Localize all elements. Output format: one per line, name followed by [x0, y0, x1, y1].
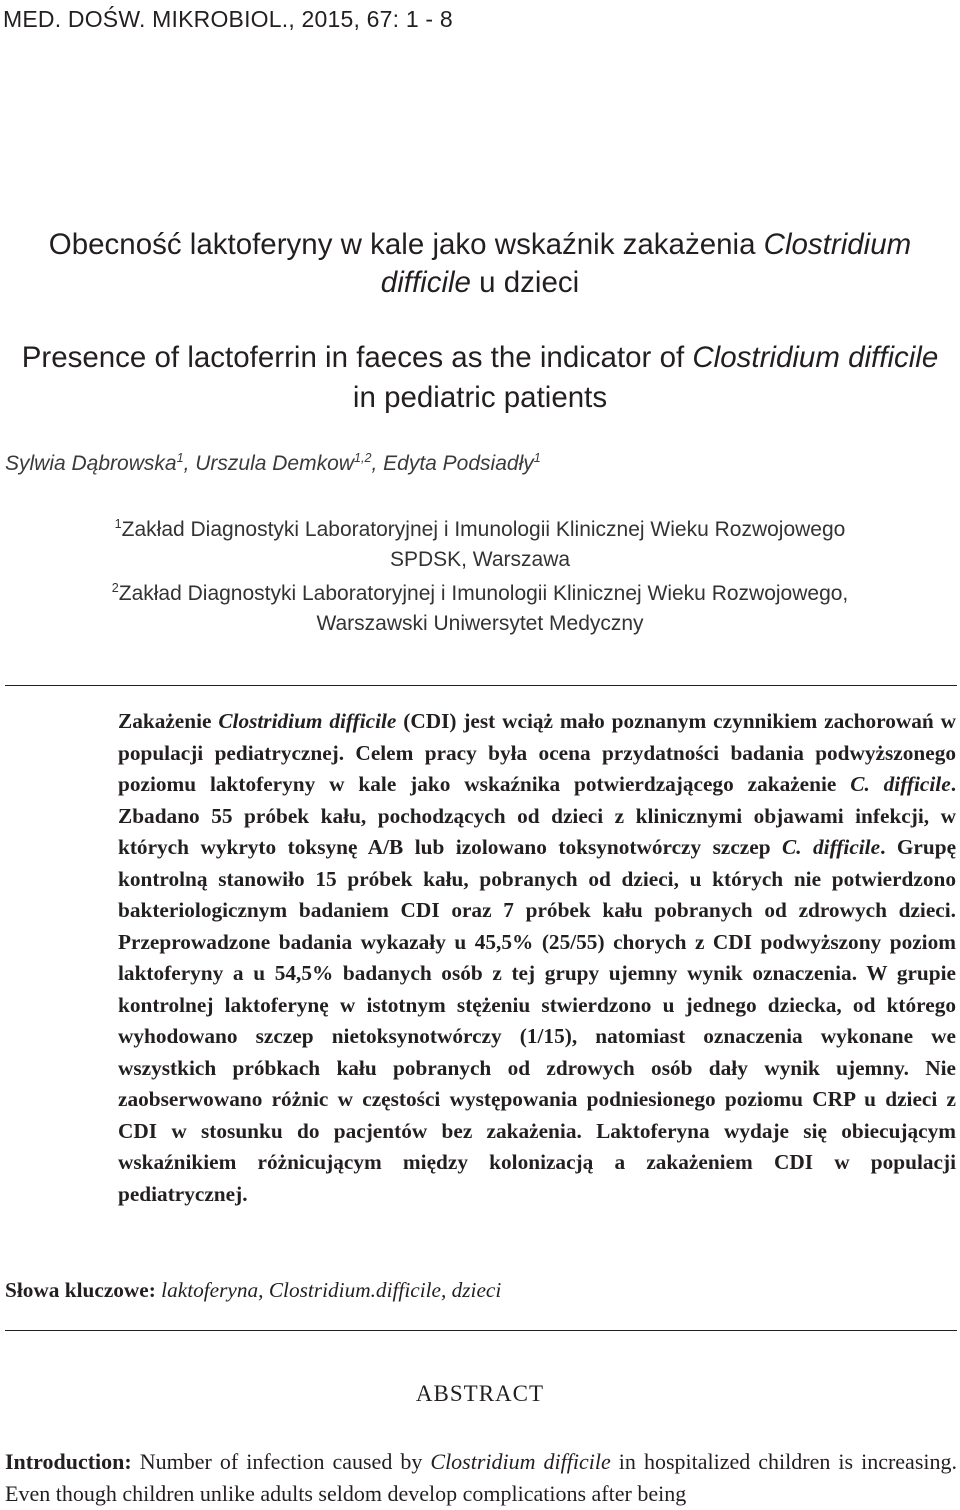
title-en-italic: Clostridium difficile: [692, 341, 939, 374]
affiliation-sup: 1: [114, 517, 122, 531]
author-list: Sylwia Dąbrowska$^1$, Urszula Demkow$^{1,2}$, Edyta Podsiadły$^1$: [5, 451, 541, 475]
author-name: Edyta Podsiadły: [383, 452, 534, 475]
intro-text: in hospitalized children is increasing. Even though children unlike adults seldom develop complications after being: [5, 1449, 957, 1506]
keywords: [5, 1278, 501, 1303]
journal-citation: MED. DOŚW. MIKROBIOL., 2015, 67: 1 - 8: [3, 6, 453, 32]
affiliation-line: Warszawski Uniwersytet Medyczny: [316, 612, 644, 635]
abstract-text: . Grupę kontrolną stanowiło 15 próbek kału, pobranych od dzieci, u których nie potwierdzono bakteriologicznym badaniem CDI oraz 7 próbek kału pobranych od zdrowych dzieci. Przeprowadzone badania wykazały u 45,5% (25/55) chorych z CDI podwyższony poziom laktoferyny a u 54,5% badanych osób z tej grupy ujemny wynik oznaczenia. W grupie kontrolnej laktoferynę w istotnym stężeniu stwierdzono u jednego dziecka, od którego wyhodowano szczep nietoksynotwórczy (1/15), natomiast oznaczenia wykonane we wszystkich próbkach kału pobranych od zdrowych osób dały wynik ujemny. Nie zaobserwowano różnic w częstości występowania podniesionego poziomu CRP u dzieci z CDI w stosunku do pacjentów bez zakażenia. Laktoferyna wydaje się obiecującym wskaźnikiem różnicującym między kolonizacją a zakażeniem CDI w populacji pediatrycznej.: [118, 835, 957, 1206]
title-en-text-2: in pediatric patients: [352, 381, 608, 414]
introduction: [5, 1446, 957, 1510]
affiliation-line: Zakład Diagnostyki Laboratoryjnej i Imunologii Klinicznej Wieku Rozwojowego,: [118, 582, 849, 605]
divider-bottom: [5, 1330, 957, 1331]
title-en-text: Presence of lactoferrin in faeces as the indicator of: [21, 341, 693, 374]
intro-italic: Clostridium difficile: [430, 1449, 611, 1474]
affiliation-line: SPDSK, Warszawa: [389, 548, 571, 571]
abstract-italic: C. difficile: [850, 772, 951, 796]
title-polish: [0, 226, 960, 302]
intro-label: Introduction:: [5, 1449, 132, 1474]
abstract-text: Zakażenie: [118, 709, 219, 733]
abstract-italic: Clostridium difficile: [218, 709, 397, 733]
affiliation-2: [0, 579, 960, 639]
title-pl-italic-2: difficile: [380, 266, 471, 299]
title-pl-text-2: u dzieci: [470, 266, 580, 299]
author-name: Sylwia Dąbrowska: [5, 452, 177, 475]
author-name: Urszula Demkow: [195, 452, 354, 475]
affiliation-sup: 2: [111, 581, 119, 595]
abstract-italic: C. difficile: [782, 835, 881, 859]
abstract-heading: ABSTRACT: [415, 1381, 545, 1406]
abstract-polish: [118, 706, 956, 1210]
title-pl-text: Obecność laktoferyny w kale jako wskaźnik zakażenia: [48, 228, 764, 261]
title-english: [0, 338, 960, 418]
author-affil-sup: 1: [176, 451, 184, 465]
affiliation-line: Zakład Diagnostyki Laboratoryjnej i Imunologii Klinicznej Wieku Rozwojowego: [121, 518, 846, 541]
keywords-label: Słowa kluczowe:: [5, 1278, 156, 1302]
abstract-text: . Zbadano 55 próbek kału, pochodzących od dzieci z klinicznymi objawami infekcji, w których wykryto toksynę A/B lub izolowano toksynotwórczy szczep: [118, 772, 957, 859]
abstract-text: (CDI) jest wciąż mało poznanym czynnikiem zachorowań w populacji pediatrycznej. Celem pracy była ocena przydatności badania podwyższonego poziomu laktoferyny w kale jako wskaźnika potwierdzającego zakażenie: [118, 709, 957, 796]
title-pl-italic: Clostridium: [763, 228, 912, 261]
affiliation-1: [0, 515, 960, 575]
divider-top: [5, 685, 957, 686]
keywords-value: laktoferyna, Clostridium.difficile, dzieci: [155, 1278, 502, 1302]
intro-text: Number of infection caused by: [131, 1449, 431, 1474]
author-affil-sup: 1,2: [353, 451, 372, 465]
author-affil-sup: 1: [533, 451, 541, 465]
